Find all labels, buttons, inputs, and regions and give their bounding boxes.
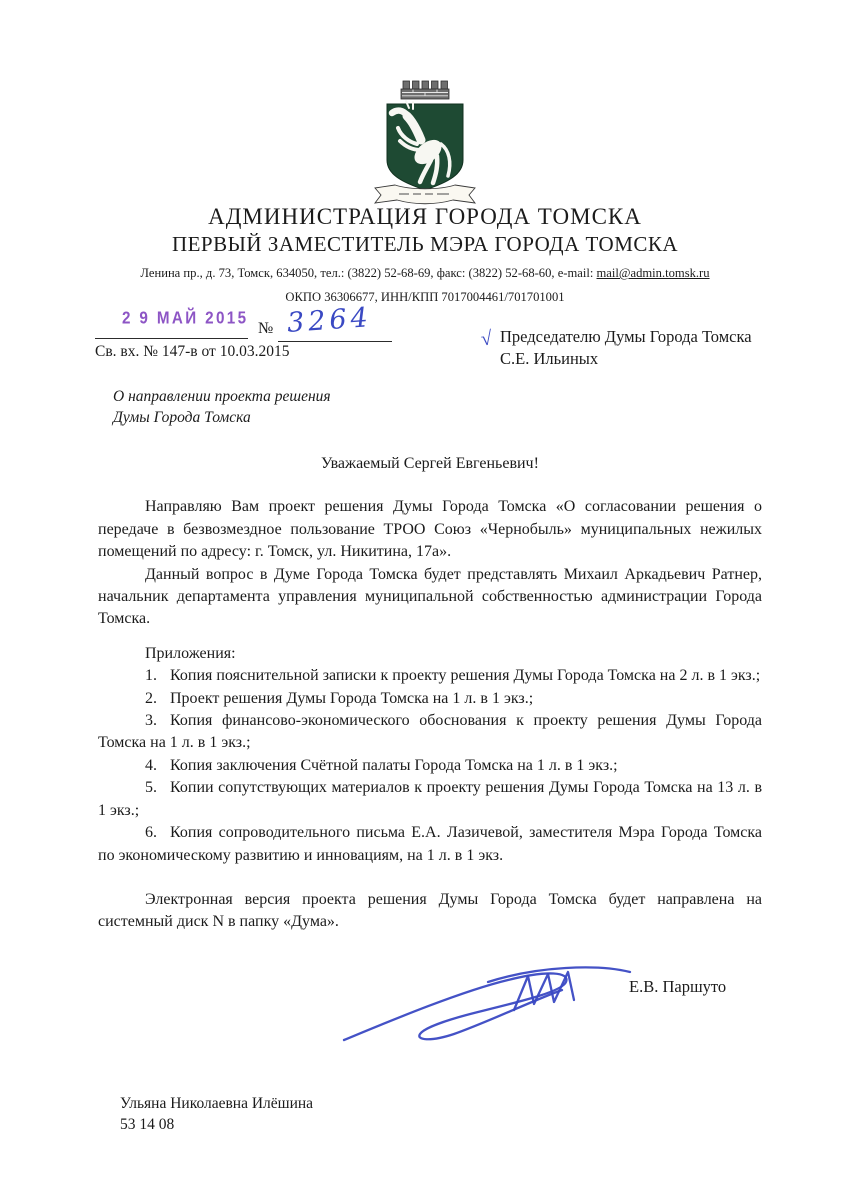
incoming-reference: Св. вх. № 147-в от 10.03.2015 xyxy=(95,343,290,360)
handwritten-signature-icon xyxy=(338,952,638,1048)
signatory-name: Е.В. Паршуто xyxy=(629,977,727,996)
attachment-number: 1. xyxy=(145,667,157,685)
address-line xyxy=(0,266,850,281)
doc-number-label: № xyxy=(258,320,274,337)
body-paragraph: Направляю Вам проект решения Думы Города Томска «О согласовании решения о передаче в безвозмездное пользование ТРОО Союз «Чернобыль» муниципальных нежилых помещений по адресу: г. Томск, ул. Никитина, 17а». xyxy=(98,498,762,561)
body-paragraph: Данный вопрос в Думе Города Томска будет представлять Михаил Аркадьевич Ратнер, начальник департамента управления муниципальной собственностью администрации Города Томска. xyxy=(98,565,762,628)
subject-block xyxy=(113,386,331,428)
letter-body xyxy=(98,453,762,934)
letterhead xyxy=(0,204,850,305)
attachment-item xyxy=(98,710,762,755)
attachment-item xyxy=(98,688,762,710)
attachment-number: 5. xyxy=(145,779,157,797)
checkmark-icon: √ xyxy=(479,327,494,351)
attachment-number: 2. xyxy=(145,689,157,707)
tomsk-coat-of-arms-icon xyxy=(365,80,485,208)
attachment-item xyxy=(98,755,762,777)
recipient-line-2: С.Е. Ильиных xyxy=(500,349,599,368)
executor-block xyxy=(120,1093,313,1135)
recipient-line-1: Председателю Думы Города Томска xyxy=(500,327,752,346)
attachment-number: 3. xyxy=(145,712,157,730)
email-link[interactable]: mail@admin.tomsk.ru xyxy=(596,266,710,280)
recipient-block xyxy=(500,326,752,370)
address-text: Ленина пр., д. 73, Томск, 634050, тел.: (3822) 52-68-69, факс: (3822) 52-68-60, e-mail: xyxy=(140,266,597,280)
codes-line: ОКПО 36306677, ИНН/КПП 7017004461/701701001 xyxy=(285,290,565,304)
number-underline xyxy=(278,341,392,342)
attachment-item xyxy=(98,822,762,867)
attachments-label: Приложения: xyxy=(145,644,236,662)
attachment-text: Копия финансово-экономического обоснования к проекту решения Думы Города Томска на 1 л. в 1 экз.; xyxy=(98,712,762,752)
attachment-text: Проект решения Думы Города Томска на 1 л. в 1 экз.; xyxy=(170,689,534,707)
mural-crown-icon xyxy=(401,81,449,99)
org-title: АДМИНИСТРАЦИЯ ГОРОДА ТОМСКА xyxy=(208,204,642,229)
incoming-date-stamp: 2 9 МАЙ 2015 xyxy=(122,309,249,329)
attachment-number: 6. xyxy=(145,824,157,842)
contact-phone: 53 14 08 xyxy=(120,1116,175,1133)
salutation: Уважаемый Сергей Евгеньевич! xyxy=(321,455,539,472)
contact-name: Ульяна Николаевна Илёшина xyxy=(120,1095,314,1112)
attachment-text: Копия сопроводительного письма Е.А. Лазичевой, заместителя Мэра Города Томска по экономическому развитию и инновациям, на 1 л. в 1 экз. xyxy=(98,824,762,864)
attachment-number: 4. xyxy=(145,756,157,774)
doc-number-value: 3264 xyxy=(286,302,373,339)
dept-title: ПЕРВЫЙ ЗАМЕСТИТЕЛЬ МЭРА ГОРОДА ТОМСКА xyxy=(171,232,679,256)
attachment-text: Копия пояснительной записки к проекту решения Думы Города Томска на 2 л. в 1 экз.; xyxy=(170,667,761,685)
subject-line-1: О направлении проекта решения xyxy=(113,388,331,405)
attachment-text: Копия заключения Счётной палаты Города Томска на 1 л. в 1 экз.; xyxy=(170,756,618,774)
attachment-item xyxy=(98,665,762,687)
date-underline xyxy=(95,338,248,339)
closing-paragraph: Электронная версия проекта решения Думы Города Томска будет направлена на системный диск N в папку «Дума». xyxy=(98,890,762,931)
attachment-text: Копии сопутствующих материалов к проекту решения Думы Города Томска на 13 л. в 1 экз.; xyxy=(98,779,762,819)
attachment-item xyxy=(98,777,762,822)
subject-line-2: Думы Города Томска xyxy=(113,409,251,426)
